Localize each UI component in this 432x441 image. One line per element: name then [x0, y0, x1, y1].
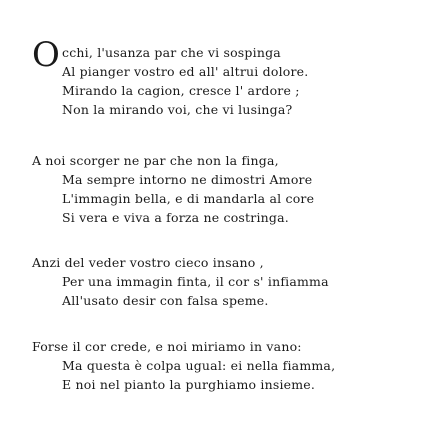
poem-line: Al pianger vostro ed all' altrui dolore.: [62, 64, 309, 79]
poem-line: cchi, l'usanza par che vi sospinga: [62, 45, 281, 60]
poem-line: Non la mirando voi, che vi lusinga?: [62, 102, 293, 117]
poem-line: Si vera e viva a forza ne costringa.: [62, 210, 289, 225]
poem-line: Forse il cor crede, e noi miriamo in vano:: [32, 339, 302, 354]
poem-line: E noi nel pianto la purghiamo insieme.: [62, 377, 316, 392]
drop-cap: O: [32, 35, 60, 75]
poem-line: Per una immagin finta, il cor s' infiamma: [62, 274, 329, 289]
poem-line: Anzi del veder vostro cieco insano ,: [32, 255, 264, 270]
poem-line: Ma questa è colpa ugual: ei nella fiamma,: [62, 358, 336, 373]
poem-line: Ma sempre intorno ne dimostri Amore: [62, 172, 313, 187]
poem-line: A noi scorger ne par che non la finga,: [32, 153, 279, 168]
poem-line: All'usato desir con falsa speme.: [62, 293, 269, 308]
poem-line: Mirando la cagion, cresce l' ardore ;: [62, 83, 300, 98]
poem-line: L'immagin bella, e di mandarla al core: [62, 191, 315, 206]
